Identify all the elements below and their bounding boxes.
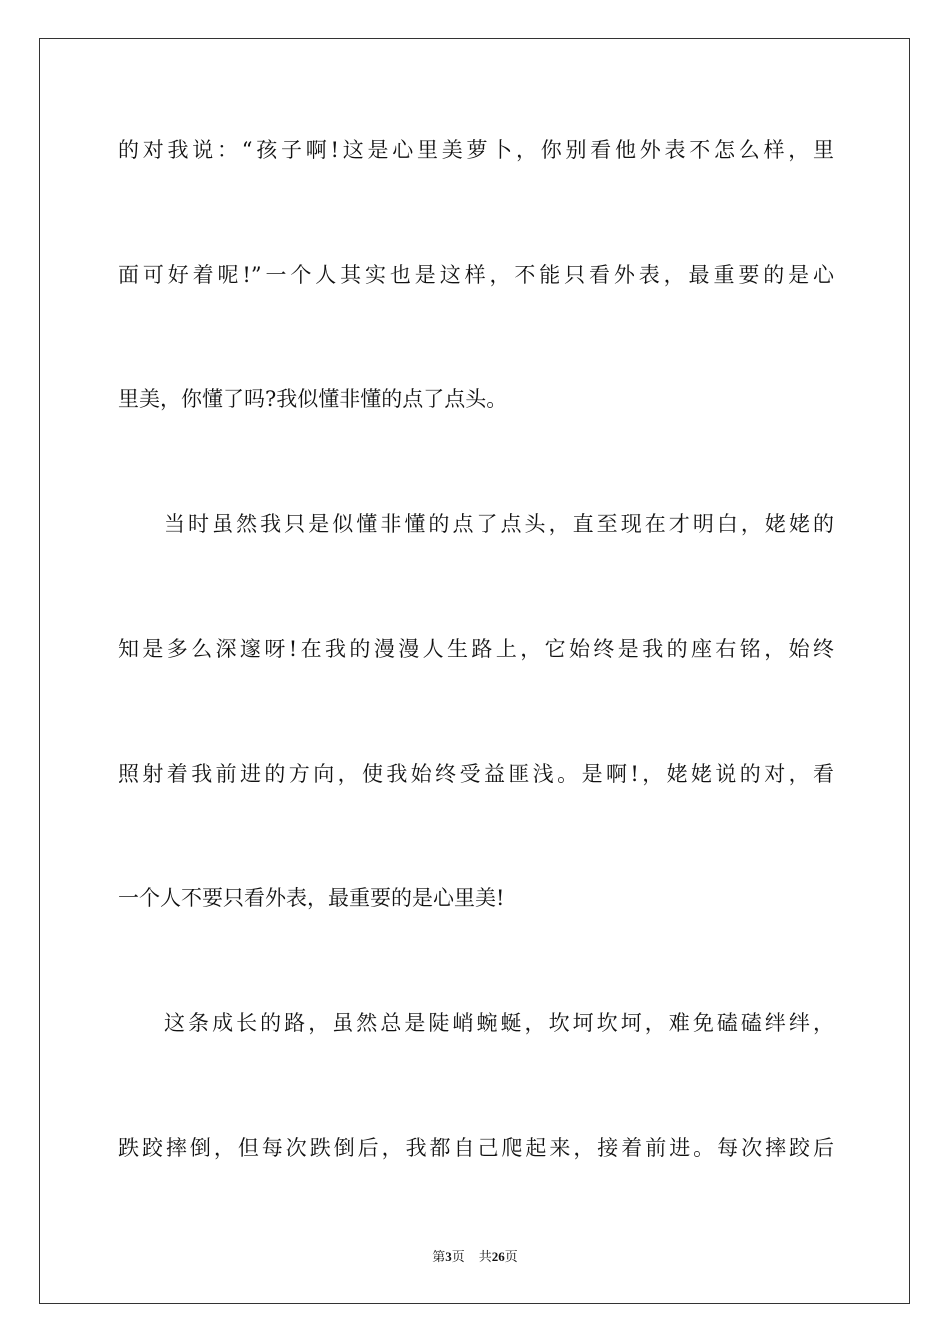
text-line-4: 当时虽然我只是似懂非懂的点了点头，直至现在才明白，姥姥的: [164, 512, 834, 536]
total-prefix: 共: [478, 1250, 492, 1265]
text-line-5: 知是多么深邃呀!在我的漫漫人生路上，它始终是我的座右铭，始终: [118, 637, 834, 661]
text-line-6: 照射着我前进的方向，使我始终受益匪浅。是啊!，姥姥说的对，看: [118, 762, 834, 786]
page-prefix: 第: [432, 1250, 446, 1265]
page-suffix: 页: [451, 1250, 465, 1265]
total-suffix: 页: [504, 1250, 518, 1265]
page-footer: [0, 1248, 950, 1267]
text-line-8: 这条成长的路，虽然总是陡峭蜿蜒，坎坷坎坷，难免磕磕绊绊，: [164, 1011, 834, 1035]
page-number: 3: [445, 1249, 452, 1264]
text-line-2: 面可好着呢!”一个人其实也是这样，不能只看外表，最重要的是心: [118, 263, 834, 287]
text-line-7: 一个人不要只看外表，最重要的是心里美!: [118, 886, 505, 910]
total-pages: 26: [491, 1249, 505, 1264]
text-line-1: 的对我说：“孩子啊!这是心里美萝卜，你别看他外表不怎么样，里: [118, 138, 834, 162]
text-line-3: 里美，你懂了吗?我似懂非懂的点了点头。: [118, 387, 508, 411]
page-border: [39, 38, 910, 1304]
text-line-9: 跌跤摔倒，但每次跌倒后，我都自己爬起来，接着前进。每次摔跤后: [118, 1136, 834, 1160]
